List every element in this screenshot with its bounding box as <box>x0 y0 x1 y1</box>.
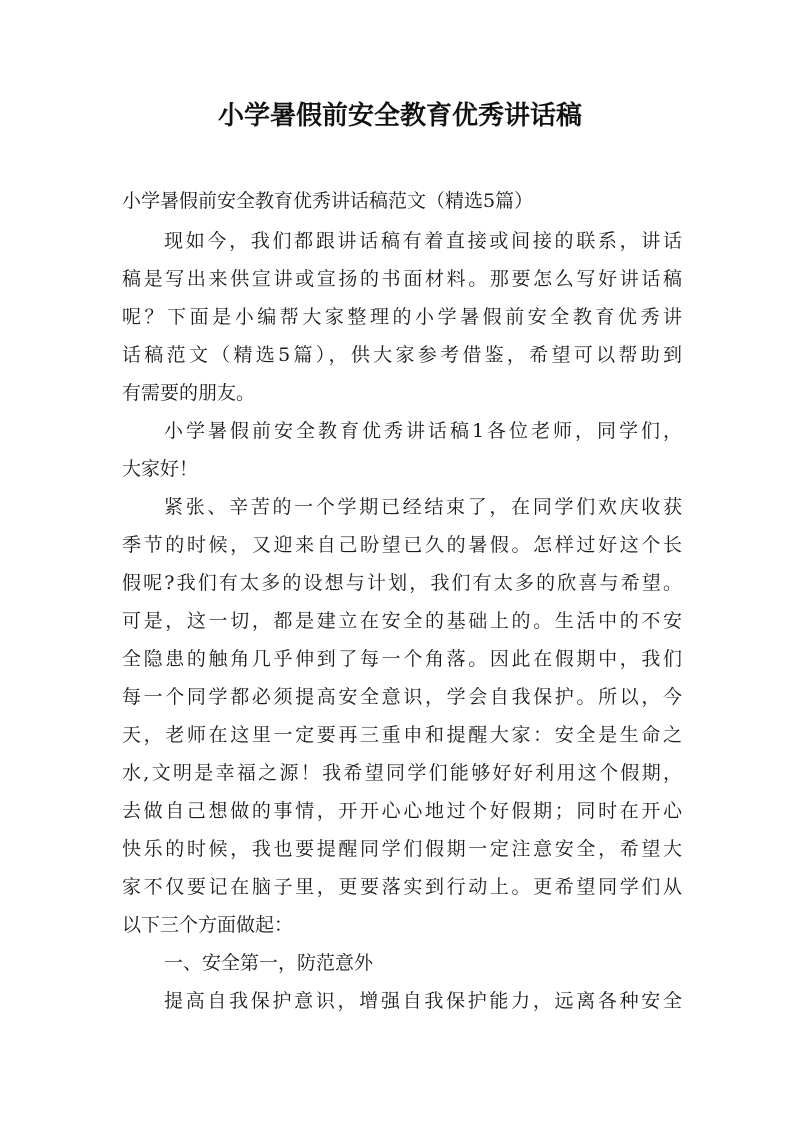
paragraph-line: 假呢?我们有太多的设想与计划，我们有太多的欣喜与希望。 <box>122 572 682 594</box>
paragraph-line: 季节的时候，又迎来自己盼望已久的暑假。怎样过好这个长 <box>122 534 682 556</box>
section-heading: 一、安全第一，防范意外 <box>164 952 374 974</box>
paragraph-line: 每一个同学都必须提高安全意识，学会自我保护。所以，今 <box>122 686 682 708</box>
paragraph-line: 小学暑假前安全教育优秀讲话稿1各位老师，同学们， <box>164 420 682 442</box>
paragraph-line: 去做自己想做的事情，开开心心地过个好假期；同时在开心 <box>122 800 682 822</box>
document-subtitle: 小学暑假前安全教育优秀讲话稿范文（精选5篇） <box>122 190 534 212</box>
paragraph-line: 紧张、辛苦的一个学期已经结束了，在同学们欢庆收获 <box>164 496 682 518</box>
paragraph-line: 提高自我保护意识，增强自我保护能力，远离各种安全 <box>164 990 682 1012</box>
paragraph-line: 以下三个方面做起： <box>122 914 294 936</box>
paragraph-line: 话稿范文（精选5篇），供大家参考借鉴，希望可以帮助到 <box>122 344 682 366</box>
paragraph-line: 大家好！ <box>122 458 199 480</box>
paragraph-line: 快乐的时候，我也要提醒同学们假期一定注意安全，希望大 <box>122 838 682 860</box>
paragraph-line: 现如今，我们都跟讲话稿有着直接或间接的联系，讲话 <box>164 230 682 252</box>
paragraph-line: 天，老师在这里一定要再三重申和提醒大家：安全是生命之 <box>122 724 682 746</box>
paragraph-line: 可是，这一切，都是建立在安全的基础上的。生活中的不安 <box>122 610 682 632</box>
paragraph-line: 有需要的朋友。 <box>122 382 256 404</box>
document-title: 小学暑假前安全教育优秀讲话稿 <box>217 101 582 131</box>
paragraph-line: 稿是写出来供宣讲或宣扬的书面材料。那要怎么写好讲话稿 <box>122 268 682 290</box>
paragraph-line: 呢？下面是小编帮大家整理的小学暑假前安全教育优秀讲 <box>122 306 682 328</box>
paragraph-line: 全隐患的触角几乎伸到了每一个角落。因此在假期中，我们 <box>122 648 682 670</box>
paragraph-line: 水,文明是幸福之源！我希望同学们能够好好利用这个假期， <box>122 762 682 784</box>
paragraph-line: 家不仅要记在脑子里，更要落实到行动上。更希望同学们从 <box>122 876 682 898</box>
